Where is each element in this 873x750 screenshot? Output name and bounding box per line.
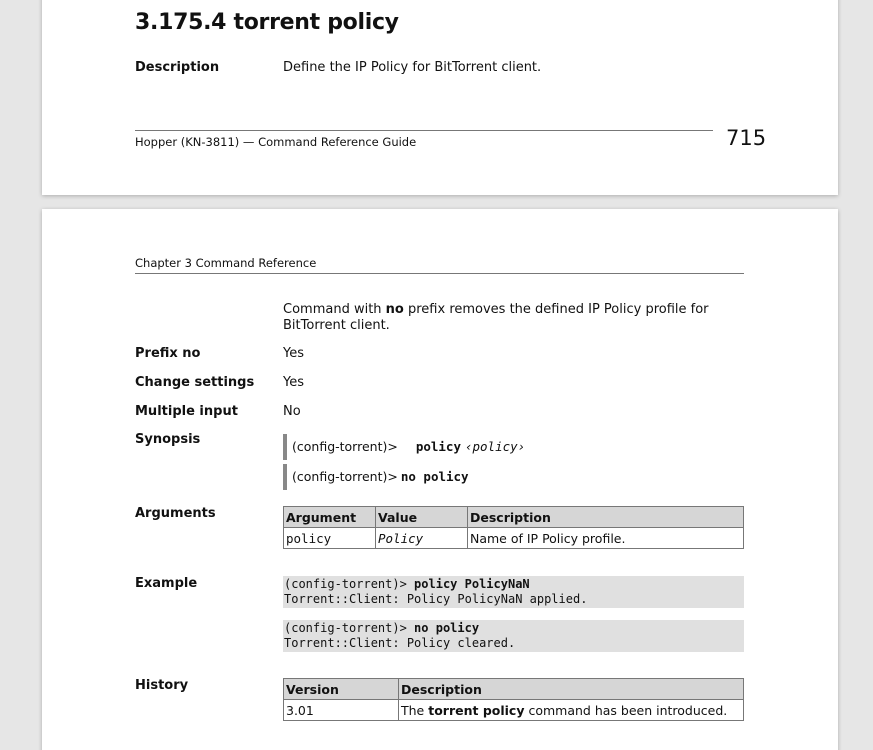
synopsis-prompt: (config-torrent)> [292, 469, 398, 484]
chapter-header: Chapter 3 Command Reference [135, 256, 317, 270]
cell-text: command has been introduced. [524, 702, 728, 718]
code-output: Torrent::Client: Policy PolicyNaN applied. [284, 592, 588, 606]
argument-cell: policy [284, 528, 376, 549]
code-prompt: (config-torrent)> [284, 577, 415, 591]
no-prefix-note [283, 302, 753, 334]
document-page-716 [42, 209, 838, 750]
change-settings-label: Change settings [135, 375, 255, 390]
history-description-cell [399, 700, 744, 721]
column-header: Value [376, 507, 468, 528]
column-header: Argument [284, 507, 376, 528]
footer-rule [135, 130, 713, 131]
note-text: prefix removes the defined IP Policy profile for BitTorrent client. [283, 302, 709, 333]
synopsis-command: no policy [400, 469, 469, 484]
value-cell: Policy [376, 528, 468, 549]
note-text: Command with [283, 302, 386, 317]
description-label: Description [135, 60, 220, 75]
table-row [284, 528, 744, 549]
code-command: policy PolicyNaN [414, 577, 530, 591]
history-label: History [135, 678, 189, 693]
section-title: 3.175.4 torrent policy [135, 10, 399, 35]
example-code-block [283, 620, 744, 652]
synopsis-line [283, 434, 525, 460]
change-settings-value: Yes [283, 375, 304, 390]
code-command: no policy [414, 621, 480, 635]
note-bold: no [385, 302, 404, 317]
table-row [284, 700, 744, 721]
cell-bold-text: torrent policy [428, 702, 525, 718]
synopsis-prompt: (config-torrent)> [292, 439, 398, 454]
column-header: Description [468, 507, 744, 528]
column-header: Version [284, 679, 399, 700]
synopsis-line [283, 464, 469, 490]
version-cell: 3.01 [284, 700, 399, 721]
synopsis-label: Synopsis [135, 432, 201, 447]
history-table [283, 678, 744, 721]
multiple-input-label: Multiple input [135, 404, 238, 419]
document-page-715 [42, 0, 838, 195]
multiple-input-value: No [283, 404, 301, 419]
prefix-no-value: Yes [283, 346, 304, 361]
prefix-no-label: Prefix no [135, 346, 201, 361]
example-code-block [283, 576, 744, 608]
code-prompt: (config-torrent)> [284, 621, 415, 635]
arguments-table [283, 506, 744, 549]
synopsis-argument: ‹policy› [464, 439, 526, 454]
arguments-label: Arguments [135, 506, 216, 521]
page-number: 715 [726, 126, 767, 150]
cell-text: The [401, 702, 429, 718]
description-value: Define the IP Policy for BitTorrent client. [283, 60, 542, 75]
description-cell: Name of IP Policy profile. [468, 528, 744, 549]
header-rule [135, 273, 744, 274]
code-output: Torrent::Client: Policy cleared. [284, 636, 516, 650]
example-label: Example [135, 576, 198, 591]
synopsis-command: policy [415, 439, 461, 454]
column-header: Description [399, 679, 744, 700]
footer-text: Hopper (KN-3811) — Command Reference Guide [135, 135, 417, 149]
